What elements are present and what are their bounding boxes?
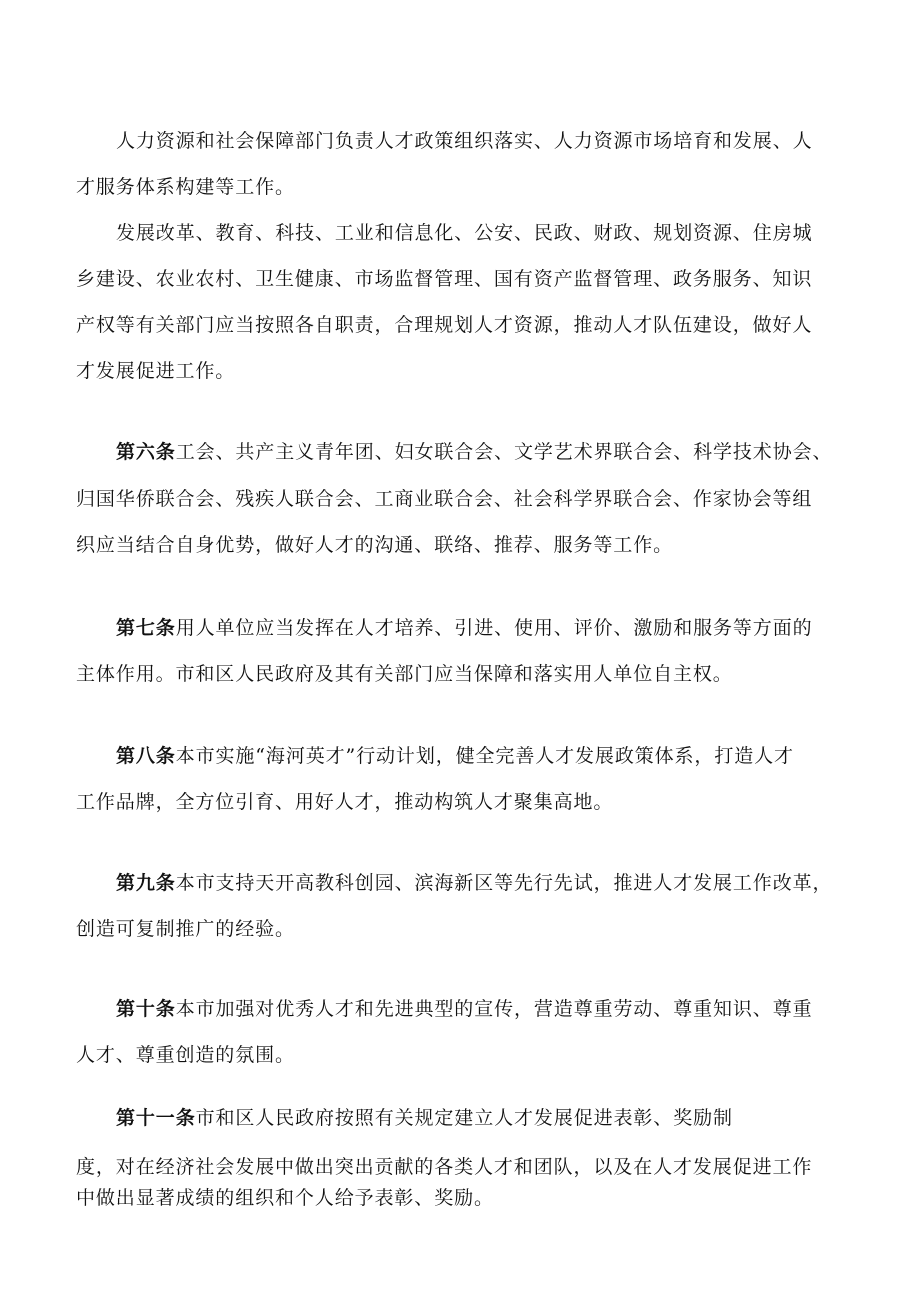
article-8-line-1 bbox=[116, 744, 794, 768]
paragraph-2-line-2: 乡建设、农业农村、卫生健康、市场监督管理、国有资产监督管理、政务服务、知识 bbox=[76, 268, 813, 290]
paragraph-2-line-3: 产权等有关部门应当按照各自职责，合理规划人才资源，推动人才队伍建设，做好人 bbox=[76, 314, 813, 336]
article-6-line-3: 织应当结合自身优势，做好人才的沟通、联络、推荐、服务等工作。 bbox=[76, 534, 674, 556]
article-11-line-2: 度，对在经济社会发展中做出突出贡献的各类人才和团队，以及在人才发展促进工作 bbox=[76, 1156, 813, 1178]
article-7-line-1 bbox=[116, 616, 813, 640]
article-9-text: 本市支持天开高教科创园、滨海新区等先行先试，推进人才发展工作改革， bbox=[175, 872, 833, 894]
article-9-line-2: 创造可复制推广的经验。 bbox=[76, 918, 295, 940]
article-6-line-2: 归国华侨联合会、残疾人联合会、工商业联合会、社会科学界联合会、作家协会等组 bbox=[76, 488, 813, 510]
article-8-heading: 第八条 bbox=[116, 745, 176, 767]
article-7-line-2: 主体作用。市和区人民政府及其有关部门应当保障和落实用人单位自主权。 bbox=[76, 663, 733, 685]
article-11-text: 市和区人民政府按照有关规定建立人才发展促进表彰、奖励制 bbox=[195, 1107, 733, 1129]
article-8-text: 本市实施“海河英才”行动计划，健全完善人才发展政策体系，打造人才 bbox=[175, 745, 794, 767]
article-6-text: 工会、共产主义青年团、妇女联合会、文学艺术界联合会、科学技术协会、 bbox=[175, 441, 833, 463]
article-8-line-2: 工作品牌，全方位引育、用好人才，推动构筑人才聚集高地。 bbox=[76, 791, 614, 813]
paragraph-1-line-2: 才服务体系构建等工作。 bbox=[76, 176, 295, 198]
article-11-heading: 第十一条 bbox=[116, 1107, 196, 1129]
article-10-line-1 bbox=[116, 997, 813, 1021]
article-10-heading: 第十条 bbox=[116, 998, 176, 1020]
article-9-heading: 第九条 bbox=[116, 872, 176, 894]
article-6-heading: 第六条 bbox=[116, 441, 176, 463]
article-7-text: 用人单位应当发挥在人才培养、引进、使用、评价、激励和服务等方面的 bbox=[175, 617, 813, 639]
article-6-line-1 bbox=[116, 440, 832, 464]
article-10-line-2: 人才、尊重创造的氛围。 bbox=[76, 1044, 295, 1066]
paragraph-2-line-1: 发展改革、教育、科技、工业和信息化、公安、民政、财政、规划资源、住房城 bbox=[116, 222, 813, 244]
paragraph-1-line-1: 人力资源和社会保障部门负责人才政策组织落实、人力资源市场培育和发展、人 bbox=[116, 130, 813, 152]
article-10-text: 本市加强对优秀人才和先进典型的宣传，营造尊重劳动、尊重知识、尊重 bbox=[175, 998, 813, 1020]
article-11-line-1 bbox=[116, 1106, 733, 1130]
article-7-heading: 第七条 bbox=[116, 617, 176, 639]
paragraph-2-line-4: 才发展促进工作。 bbox=[76, 360, 236, 382]
article-9-line-1 bbox=[116, 871, 832, 895]
article-11-line-3: 中做出显著成绩的组织和个人给予表彰、奖励。 bbox=[76, 1187, 494, 1209]
